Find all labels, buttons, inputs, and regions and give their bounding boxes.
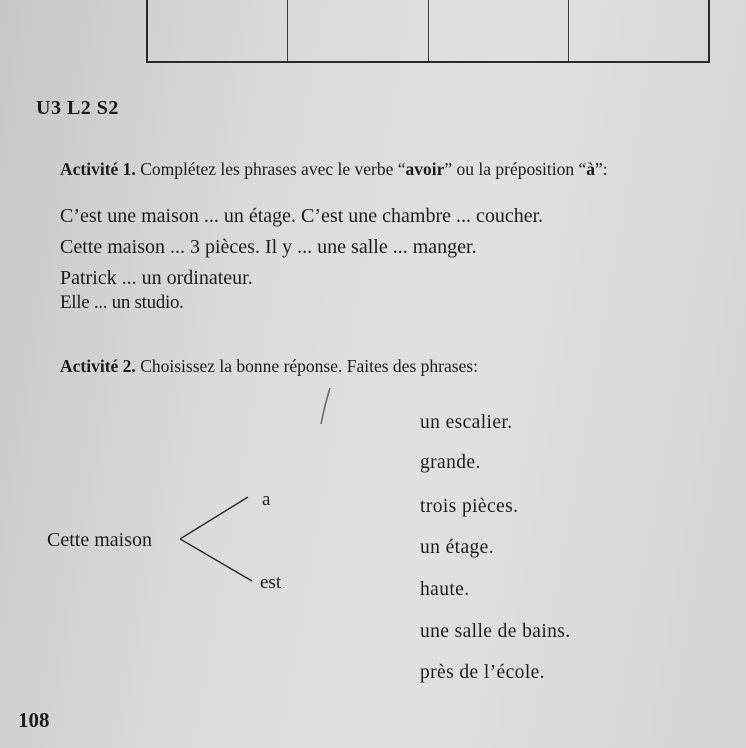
lesson-code: U3 L2 S2 — [36, 97, 119, 119]
activity2-option: une salle de bains. — [420, 621, 571, 642]
activity1-sentence: Elle ... un studio. — [60, 292, 184, 313]
activity2-instruction-text: Choisissez la bonne réponse. Faites des phrases: — [135, 356, 478, 376]
activity1-sentence: Cette maison ... 3 pièces. Il y ... une salle ... manger. — [60, 236, 477, 258]
activity2-option: un étage. — [420, 537, 494, 558]
activity2-option: un escalier. — [420, 412, 513, 433]
activity2-option: grande. — [420, 452, 481, 473]
table-cell — [429, 0, 569, 61]
activity1-sentence: Patrick ... un ordinateur. — [60, 267, 253, 289]
activity1-label: Activité 1. — [60, 159, 136, 179]
activity2-option: trois pièces. — [420, 496, 519, 517]
activity1-sentence: C’est une maison ... un étage. C’est une chambre ... coucher. — [60, 205, 544, 227]
activity2-option: près de l’école. — [420, 662, 545, 683]
activity2-option: haute. — [420, 579, 470, 600]
activity2-subject: Cette maison — [47, 529, 152, 551]
activity2-instruction — [60, 356, 478, 377]
activity2-verb-est: est — [260, 572, 282, 593]
top-grid-table — [146, 0, 710, 63]
pencil-stroke-mark — [318, 386, 332, 426]
activity1-instruction — [60, 159, 608, 180]
activity1-verb: avoir — [405, 159, 445, 179]
branch-connector-lines — [180, 495, 260, 585]
activity1-instruction-mid: ” ou la préposition “ — [444, 159, 587, 179]
table-cell — [148, 0, 288, 61]
table-cell — [288, 0, 428, 61]
activity2-verb-a: a — [262, 489, 271, 510]
activity1-instruction-end: ”: — [595, 159, 608, 179]
activity2-label: Activité 2. — [60, 356, 136, 376]
table-cell — [569, 0, 708, 61]
activity1-preposition: à — [586, 159, 596, 179]
activity1-instruction-text: Complétez les phrases avec le verbe “ — [135, 159, 406, 179]
page-number: 108 — [18, 708, 50, 732]
